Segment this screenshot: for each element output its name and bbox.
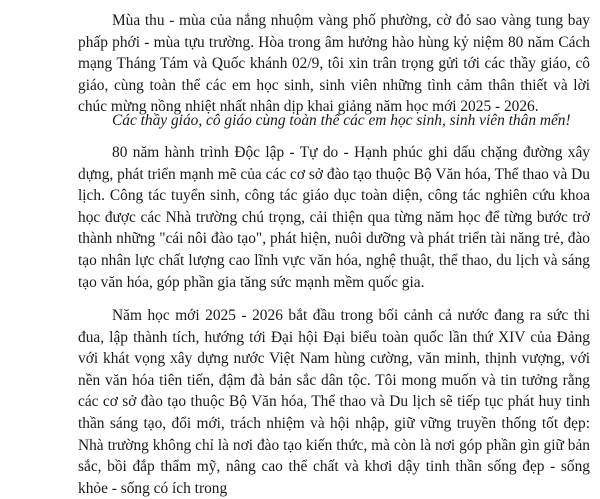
paragraph-80-years: 80 năm hành trình Độc lập - Tự do - Hạnh phúc ghi dấu chặng đường xây dựng, phát triển mạnh mẽ của các cơ sở đào tạo thuộc Bộ Văn hóa, Thể thao và Du lịch. Công tác tuyển sinh, công tác giáo dục toàn diện, công tác nghiên cứu khoa học được các Nhà trường chú trọng, cải thiện qua từng năm học để từng bước trở thành những "cái nôi đào tạo", phát hiện, nuôi dưỡng và phát triển tài năng trẻ, đào tạo nhân lực chất lượng cao lĩnh vực văn hóa, nghệ thuật, thể thao, du lịch và sáng tạo văn hóa, góp phần gia tăng sức mạnh mềm quốc gia.: [78, 144, 590, 291]
paragraph-autumn-greeting: Mùa thu - mùa của nắng nhuộm vàng phố phường, cờ đỏ sao vàng tung bay phấp phới - mùa tựu trường. Hòa trong âm hưởng hào hùng kỷ niệm 80 năm Cách mạng Tháng Tám và Quốc khánh 02/9, tôi xin trân trọng gửi tới các thầy giáo, cô giáo, cùng toàn thể các em học sinh, sinh viên những tình cảm thân thiết và lời chúc mừng nồng nhiệt nhất nhân dịp khai giảng năm học mới 2025 - 2026.: [78, 12, 590, 116]
paragraph-salutation: Các thầy giáo, cô giáo cùng toàn thể các em học sinh, sinh viên thân mến!: [112, 112, 571, 129]
paragraph-new-school-year: Năm học mới 2025 - 2026 bắt đầu trong bối cảnh cả nước đang ra sức thi đua, lập thành tích, hướng tới Đại hội Đại biểu toàn quốc lần thứ XIV của Đảng với khát vọng xây dựng nước Việt Nam hùng cường, văn minh, thịnh vượng, với nền văn hóa tiên tiến, đậm đà bản sắc dân tộc. Tôi mong muốn và tin tưởng rằng các cơ sở đào tạo thuộc Bộ Văn hóa, Thể thao và Du lịch sẽ tiếp tục phát huy tinh thần sáng tạo, đổi mới, trách nhiệm và hội nhập, giữ vững truyền thống tốt đẹp: Nhà trường không chỉ là nơi đào tạo kiến thức, mà còn là nơi góp phần gìn giữ bản sắc, bồi đắp thẩm mỹ, nâng cao thể chất và khơi dậy tinh thần sống đẹp - sống khỏe - sống có ích trong: [78, 307, 590, 497]
